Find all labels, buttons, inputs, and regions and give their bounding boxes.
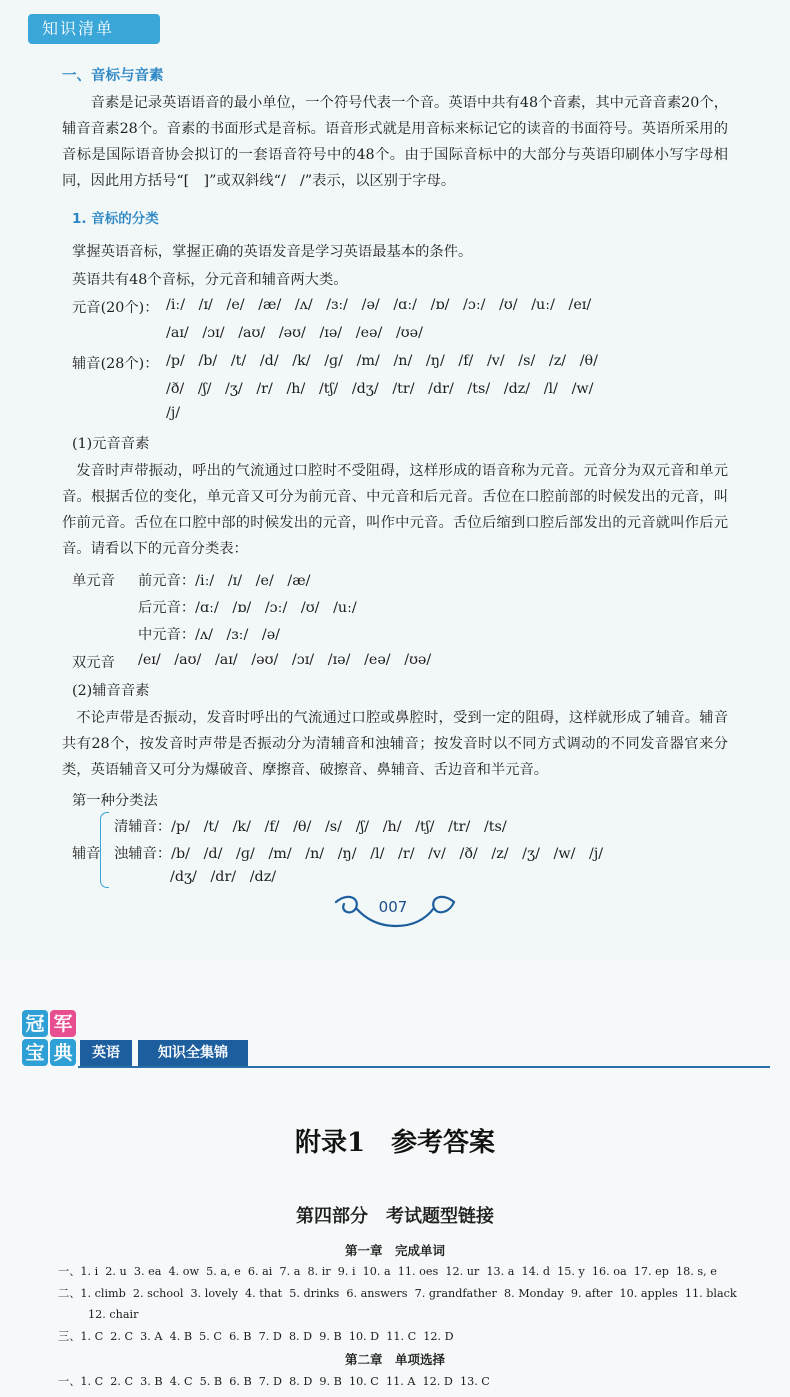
header-rule [78, 1066, 770, 1068]
central-vowels: 中元音：/ʌ/ /ɜː/ /ə/ [138, 627, 280, 643]
logo-char-2: 军 [53, 1013, 73, 1035]
diphthongs: /eɪ/ /aʊ/ /aɪ/ /əʊ/ /ɔɪ/ /ɪə/ /eə/ /ʊə/ [138, 652, 432, 668]
vowels-row-1: /iː/ /ɪ/ /e/ /æ/ /ʌ/ /ɜː/ /ə/ /ɑː/ /ɒ/ /ɔː/ /ʊ/ /uː/ /eɪ/ [166, 297, 592, 313]
answer-line: 三、1. C 2. C 3. A 4. B 5. C 6. B 7. D 8. D 9. B 10. D 11. C 12. D [58, 1330, 454, 1343]
logo-char-3: 宝 [25, 1042, 45, 1064]
monophthong-label: 单元音 [72, 573, 115, 589]
page-number: 007 [378, 898, 408, 916]
consonant-paragraph: 不论声带是否振动，发音时呼出的气流通过口腔或鼻腔时，受到一定的阻碍，这样就形成了辅音。辅音共有28个，按发音时声带是否振动分为清辅音和浊辅音；按发音时以不同方式调动的不同发音器官来分类，英语辅音又可分为爆破音、摩擦音、破擦音、鼻辅音、舌边音和半元音。 [62, 710, 728, 778]
voiced-consonants: 浊辅音：/b/ /d/ /ɡ/ /m/ /n/ /ŋ/ /l/ /r/ /v/ /ð/ /z/ /ʒ/ /w/ /j/ [114, 846, 604, 862]
answer-line: 一、1. C 2. C 3. B 4. C 5. B 6. B 7. D 8. D 9. B 10. C 11. A 12. D 13. C [58, 1375, 490, 1388]
vowel-paragraph: 发音时声带振动，呼出的气流通过口腔时不受阻碍，这样形成的语音称为元音。元音分为双元音和单元音。根据舌位的变化，单元音又可分为前元音、中元音和后元音。舌位在口腔前部的时候发出的元音，叫作前元音。舌位在口腔中部的时候发出的元音，叫作中元音。舌位后缩到口腔后部发出的元音就叫作后元音。请看以下的元音分类表： [62, 463, 728, 557]
knowledge-list-tag: 知识清单 [28, 14, 160, 44]
consonant-phoneme-title: (2)辅音音素 [72, 683, 150, 699]
consonants-row-3: /j/ [166, 405, 181, 421]
consonants-row-1: /p/ /b/ /t/ /d/ /k/ /ɡ/ /m/ /n/ /ŋ/ /f/ /v/ /s/ /z/ /θ/ [166, 353, 598, 369]
consonant-group-label: 辅音 [72, 846, 101, 862]
back-vowels: 后元音：/ɑː/ /ɒ/ /ɔː/ /ʊ/ /uː/ [138, 600, 357, 616]
consonant-label: 辅音(28个)： [72, 356, 159, 372]
champion-logo [20, 1006, 78, 1070]
category-english: 英语 [80, 1040, 132, 1066]
text-line-total: 英语共有48个音标，分元音和辅音两大类。 [72, 272, 348, 288]
logo-char-4: 典 [53, 1042, 73, 1064]
answer-line: 二、1. climb 2. school 3. lovely 4. that 5. drinks 6. answers 7. grandfather 8. Monday 9. after 10. apples 11. black [58, 1287, 737, 1300]
diphthong-label: 双元音 [72, 655, 115, 671]
answer-line: 12. chair [88, 1308, 139, 1321]
appendix-title: 附录1 参考答案 [294, 1128, 496, 1158]
subsection-title: 1. 音标的分类 [72, 211, 159, 227]
vowel-label: 元音(20个)： [72, 300, 159, 316]
chapter-2-title: 第二章 单项选择 [344, 1352, 445, 1367]
chapter-1-title: 第一章 完成单词 [344, 1243, 445, 1258]
intro-paragraph: 音素是记录英语语音的最小单位，一个符号代表一个音。英语中共有48个音素，其中元音音素20个，辅音音素28个。音素的书面形式是音标。语音形式就是用音标来标记它的读音的书面符号。英语所采用的音标是国际语音协会拟订的一套语音符号中的48个。由于国际音标中的大部分与英语印刷体小写字母相同，因此用方括号“[ ]”或双斜线“/ /”表示，以区别于字母。 [62, 95, 728, 189]
front-vowels: 前元音：/iː/ /ɪ/ /e/ /æ/ [138, 573, 311, 589]
consonants-row-2: /ð/ /ʃ/ /ʒ/ /r/ /h/ /tʃ/ /dʒ/ /tr/ /dr/ /ts/ /dz/ /l/ /w/ [166, 381, 594, 397]
category-collection: 知识全集锦 [138, 1040, 248, 1066]
text-line-master: 掌握英语音标，掌握正确的英语发音是学习英语最基本的条件。 [72, 244, 473, 260]
vowels-row-2: /aɪ/ /ɔɪ/ /aʊ/ /əʊ/ /ɪə/ /eə/ /ʊə/ [166, 325, 423, 341]
method-title: 第一种分类法 [72, 793, 158, 809]
logo-char-1: 冠 [25, 1013, 45, 1035]
vowel-phoneme-title: (1)元音音素 [72, 436, 150, 452]
answer-line: 一、1. i 2. u 3. ea 4. ow 5. a, e 6. ai 7. a 8. ir 9. i 10. a 11. oes 12. ur 13. a 14. d 15. y 16. oa 17. ep 18. s, e [58, 1265, 717, 1278]
voiceless-consonants: 清辅音：/p/ /t/ /k/ /f/ /θ/ /s/ /ʃ/ /h/ /tʃ/ /tr/ /ts/ [114, 819, 507, 835]
voiced-consonants-row-2: /dʒ/ /dr/ /dz/ [170, 869, 277, 885]
part-title: 第四部分 考试题型链接 [296, 1206, 494, 1227]
section-title: 一、音标与音素 [62, 68, 164, 84]
brace-bracket [100, 812, 109, 888]
